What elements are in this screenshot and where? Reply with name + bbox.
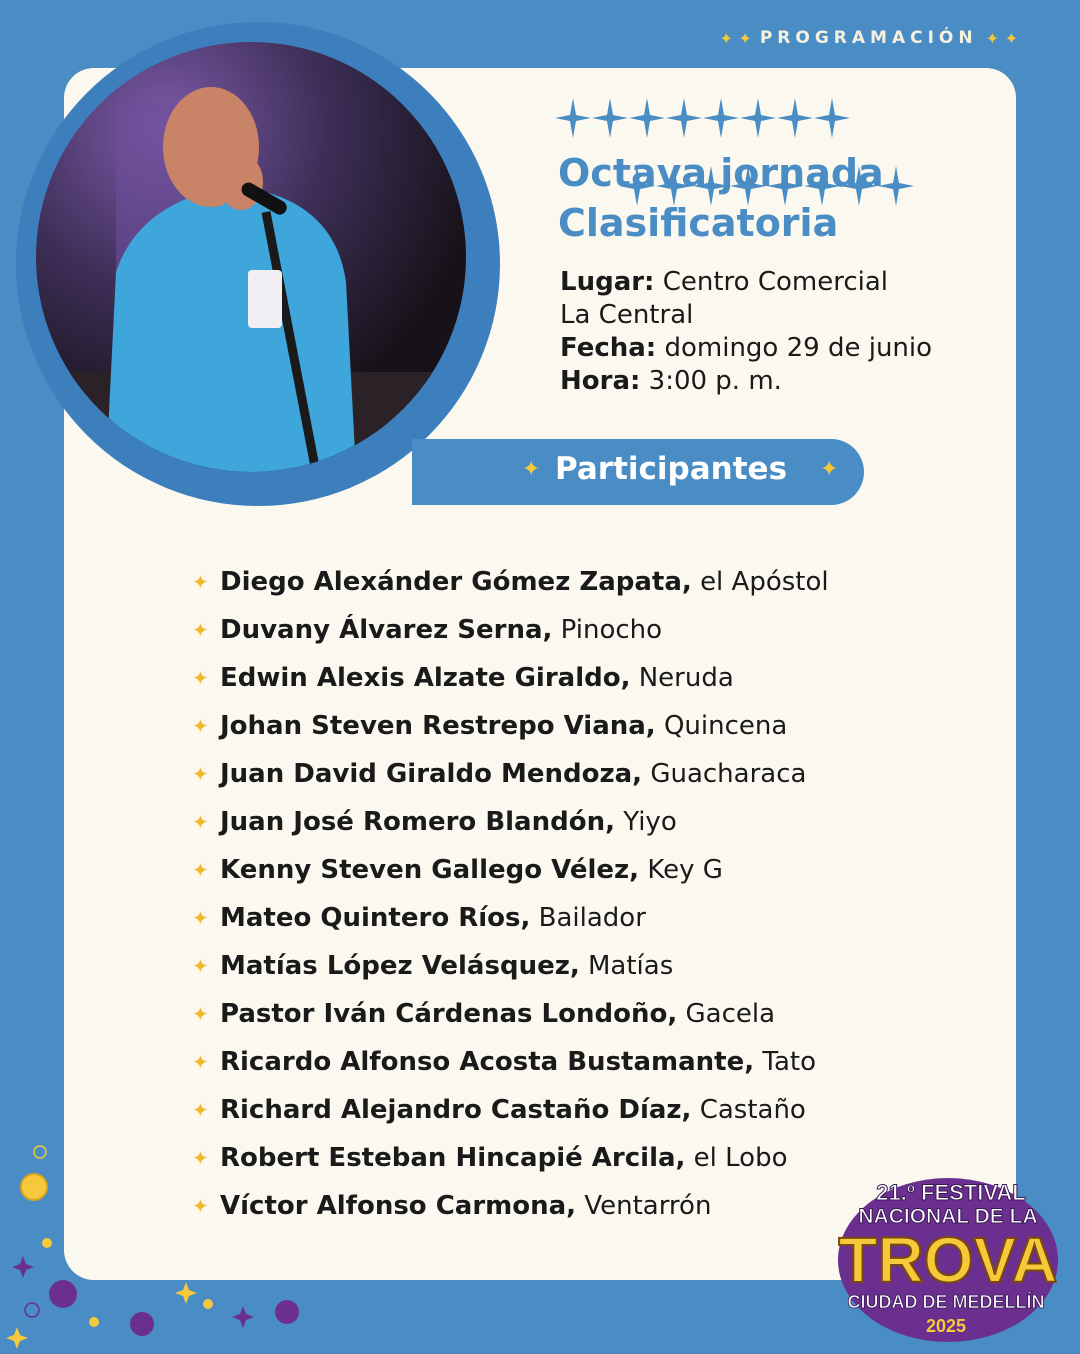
participants-heading: Participantes [555, 451, 788, 487]
sparkle-bullet-icon: ✦ [192, 1194, 209, 1218]
time-row [560, 365, 980, 398]
sparkle-icon: ✦ [522, 457, 541, 482]
participant-name: Kenny Steven Gallego Vélez, [220, 855, 640, 885]
participant-item [192, 894, 829, 942]
festival-logo [836, 1160, 1066, 1350]
participant-name: Matías López Velásquez, [220, 951, 580, 981]
participant-name: Ricardo Alfonso Acosta Bustamante, [220, 1047, 755, 1077]
logo-line4: CIUDAD DE MEDELLÍN [847, 1292, 1045, 1312]
logo-line5: 2025 [925, 1316, 967, 1336]
place-value-line1: Centro Comercial [662, 267, 889, 297]
sparkle-icon: ✦ ✦ [719, 28, 752, 48]
participant-alias: Gacela [685, 999, 776, 1029]
participant-alias: el Lobo [693, 1143, 788, 1173]
participant-item [192, 1086, 829, 1134]
participant-item [192, 942, 829, 990]
stars-row-overlay [555, 96, 851, 140]
sparkle-bullet-icon: ✦ [192, 666, 209, 690]
participant-item [192, 654, 829, 702]
decorative-dots [0, 1130, 320, 1350]
sparkle-bullet-icon: ✦ [192, 810, 209, 834]
sparkle-bullet-icon: ✦ [192, 1146, 209, 1170]
sparkle-bullet-icon: ✦ [192, 954, 209, 978]
date-label: Fecha: [560, 333, 657, 363]
sparkle-icon: ✦ [820, 457, 839, 482]
section-label-text: PROGRAMACIÓN [759, 28, 978, 48]
participants-banner [412, 439, 864, 505]
participant-item [192, 990, 829, 1038]
participant-item [192, 1038, 829, 1086]
participant-item [192, 846, 829, 894]
participant-name: Edwin Alexis Alzate Giraldo, [220, 663, 631, 693]
event-details [560, 266, 980, 398]
participant-name: Juan José Romero Blandón, [220, 807, 615, 837]
participant-alias: Ventarrón [584, 1191, 712, 1221]
sparkle-bullet-icon: ✦ [192, 1050, 209, 1074]
place-label: Lugar: [560, 267, 655, 297]
sparkle-bullet-icon: ✦ [192, 762, 209, 786]
participant-alias: Tato [762, 1047, 816, 1077]
singer-illustration [36, 42, 466, 472]
time-label: Hora: [560, 366, 641, 396]
participant-name: Robert Esteban Hincapié Arcila, [220, 1143, 686, 1173]
place-row [560, 266, 980, 332]
participant-alias: Castaño [699, 1095, 806, 1125]
participant-alias: Neruda [638, 663, 734, 693]
sparkle-bullet-icon: ✦ [192, 906, 209, 930]
logo-line2: NACIONAL DE LA [858, 1205, 1038, 1228]
participant-name: Juan David Giraldo Mendoza, [220, 759, 643, 789]
participant-name: Johan Steven Restrepo Viana, [220, 711, 656, 741]
participant-alias: Bailador [538, 903, 646, 933]
participant-alias: Yiyo [623, 807, 677, 837]
participant-alias: Key G [647, 855, 723, 885]
event-title-line2: Clasificatoria [558, 201, 839, 245]
participant-name: Richard Alejandro Castaño Díaz, [220, 1095, 692, 1125]
participant-name: Pastor Iván Cárdenas Londoño, [220, 999, 678, 1029]
participant-name: Mateo Quintero Ríos, [220, 903, 531, 933]
trova-logo-art [836, 1160, 1066, 1350]
participant-alias: el Apóstol [700, 567, 829, 597]
event-title [558, 148, 884, 248]
time-value: 3:00 p. m. [648, 366, 782, 396]
participant-alias: Pinocho [560, 615, 663, 645]
sparkle-icon: ✦ ✦ [985, 28, 1018, 48]
date-value: domingo 29 de junio [664, 333, 933, 363]
participant-alias: Matías [588, 951, 674, 981]
sparkle-bullet-icon: ✦ [192, 714, 209, 738]
logo-line3: TROVA [838, 1224, 1058, 1296]
event-title-line1: Octava jornada [558, 151, 884, 195]
place-value-line2: La Central [560, 300, 694, 330]
sparkle-bullet-icon: ✦ [192, 618, 209, 642]
participant-item [192, 702, 829, 750]
participant-item [192, 798, 829, 846]
star-icons [555, 96, 851, 140]
date-row [560, 332, 980, 365]
participant-item [192, 606, 829, 654]
sparkle-bullet-icon: ✦ [192, 1098, 209, 1122]
sparkle-bullet-icon: ✦ [192, 1002, 209, 1026]
sparkle-bullet-icon: ✦ [192, 858, 209, 882]
participant-item [192, 750, 829, 798]
participant-item [192, 558, 829, 606]
sparkle-bullet-icon: ✦ [192, 570, 209, 594]
participant-name: Duvany Álvarez Serna, [220, 615, 553, 645]
logo-line1: 21.º FESTIVAL [876, 1180, 1026, 1205]
participant-alias: Guacharaca [650, 759, 807, 789]
performer-photo [36, 42, 466, 472]
participant-name: Diego Alexánder Gómez Zapata, [220, 567, 692, 597]
section-label [719, 28, 1018, 48]
participant-name: Víctor Alfonso Carmona, [220, 1191, 577, 1221]
participant-alias: Quincena [663, 711, 788, 741]
